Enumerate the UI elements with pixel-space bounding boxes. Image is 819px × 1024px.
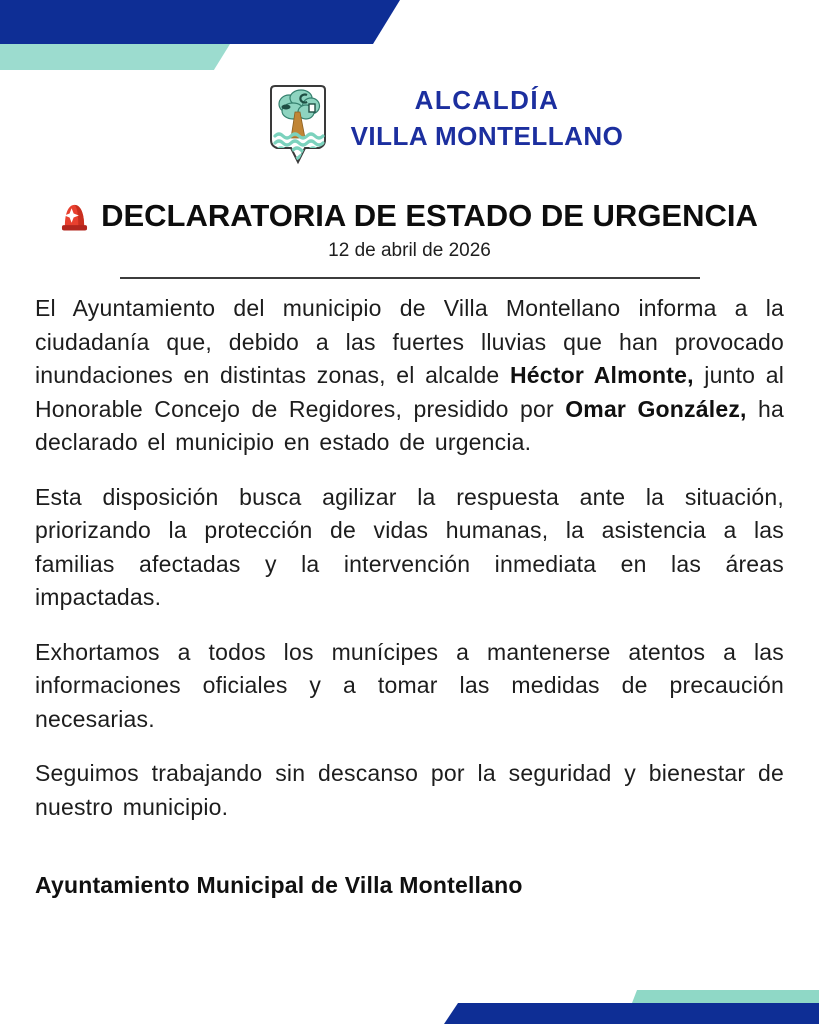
org-name-line2: VILLA MONTELLANO <box>350 121 624 151</box>
paragraph-4: Seguimos trabajando sin descanso por la seguridad y bienestar de nuestro municipio. <box>35 760 784 820</box>
paragraph-3: Exhortamos a todos los munícipes a mantenerse atentos a las informaciones oficiales y a tomar las medidas de precaución necesarias. <box>35 638 784 732</box>
announcement-title: DECLARATORIA DE ESTADO DE URGENCIA <box>101 198 758 233</box>
bottom-blue-band <box>444 1003 819 1024</box>
paragraph-1-text: El Ayuntamiento del municipio de Villa Montellano informa a la ciudadanía que, debido a las fuertes lluvias que han provocado inundaciones en distintas zonas, el alcalde <box>35 295 784 388</box>
paragraph-2: Esta disposición busca agilizar la respuesta ante la situación, priorizando la protección de vidas humanas, la asistencia a las familias afectadas y la intervención inmediata en las áreas impactadas. <box>35 483 784 610</box>
announcement-content <box>35 196 784 900</box>
announcement-title-row <box>35 196 784 236</box>
siren-icon <box>61 202 88 231</box>
announcement-body <box>35 292 784 824</box>
council-president-name: Omar González, <box>565 395 747 422</box>
top-teal-band <box>0 44 230 70</box>
bottom-teal-band <box>632 990 819 1003</box>
announcement-date: 12 de abril de 2026 <box>328 240 491 261</box>
org-name-line1: ALCALDÍA <box>414 85 560 115</box>
divider-line <box>120 277 700 279</box>
top-blue-band <box>0 0 400 44</box>
signature-line: Ayuntamiento Municipal de Villa Montellano <box>35 872 523 898</box>
paragraph-1 <box>35 292 784 460</box>
municipal-crest-icon <box>268 84 328 166</box>
paragraph-1-text: ha declarado el municipio en estado de urgencia. <box>35 395 784 455</box>
org-name-block <box>347 82 627 154</box>
paragraph-1-text: junto al Honorable Concejo de Regidores, presidido por <box>35 362 785 422</box>
mayor-name: Héctor Almonte, <box>509 362 694 388</box>
